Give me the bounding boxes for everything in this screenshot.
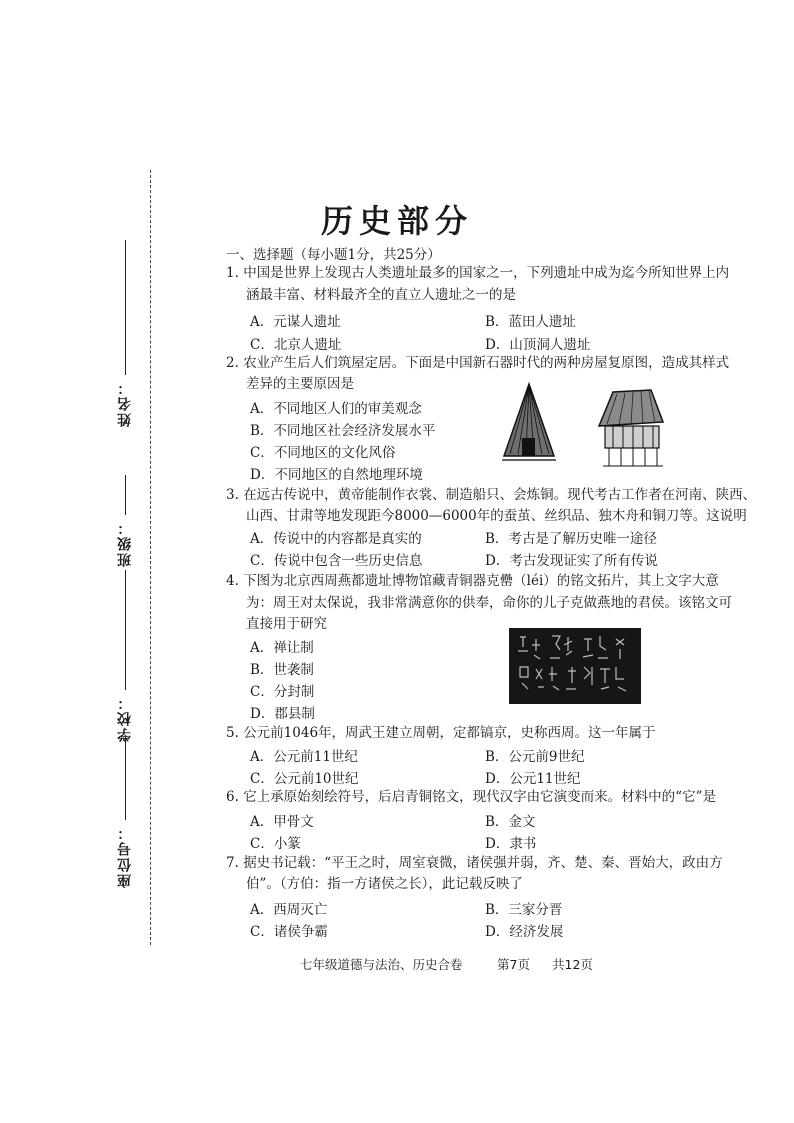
q5-option-c[interactable]: C．公元前10世纪 (250, 771, 359, 787)
q4-option-c[interactable]: C．分封制 (250, 684, 315, 700)
q1-option-a[interactable]: A．元谋人遗址 (250, 314, 341, 330)
q2-option-b[interactable]: B．不同地区社会经济发展水平 (250, 423, 436, 439)
school-field-line[interactable] (125, 570, 126, 690)
seat-field[interactable] (112, 735, 138, 888)
seat-field-line[interactable] (125, 735, 126, 820)
question-text: 公元前1046年，周武王建立周朝，定都镐京，史称西周。这一年属于 (243, 725, 656, 741)
question-4-line3: 直接用于研究 (246, 616, 327, 632)
q3-option-d[interactable]: D．考古发现证实了所有传说 (485, 553, 658, 569)
name-field-label: 姓名： (117, 379, 133, 427)
question-2 (226, 352, 729, 374)
question-text: 它上承原始刻绘符号，后启青铜铭文，现代汉字由它演变而来。材料中的“它”是 (243, 789, 716, 805)
question-text: 农业产生后人们筑屋定居。下面是中国新石器时代的两种房屋复原图，造成其样式 (243, 355, 730, 371)
q7-option-a[interactable]: A．西周灭亡 (250, 902, 328, 918)
section-heading: 一、选择题（每小题1分，共25分） (226, 247, 441, 263)
stilt-house-illustration (593, 386, 667, 470)
footer-subject: 七年级道德与法治、历史合卷 (300, 957, 463, 972)
q6-option-d[interactable]: D．隶书 (485, 836, 537, 852)
question-text: 下图为北京西周燕都遗址博物馆藏青铜器克罍（léi）的铭文拓片，其上文字大意 (243, 573, 719, 589)
footer-total: 共12页 (552, 957, 593, 972)
thatched-hut-illustration (498, 380, 560, 478)
question-7 (226, 852, 723, 874)
name-field-line[interactable] (125, 240, 126, 375)
q1-option-d[interactable]: D．山顶洞人遗址 (485, 337, 591, 353)
q7-option-c[interactable]: C．诸侯争霸 (250, 924, 328, 940)
question-5 (226, 722, 656, 744)
question-number: 1. (226, 265, 239, 281)
question-text: 据史书记载：“平王之时，周室衰微，诸侯强并弱，齐、楚、秦、晋始大，政由方 (243, 855, 723, 871)
question-number: 3. (226, 487, 239, 503)
question-text: 在远古传说中，黄帝能制作衣裳、制造船只、会炼铜。现代考古工作者在河南、陕西、 (243, 487, 757, 503)
question-3 (226, 484, 756, 506)
q7-option-b[interactable]: B．三家分晋 (485, 902, 563, 918)
question-text: 中国是世界上发现古人类遗址最多的国家之一，下列遗址中成为迄今所知世界上内 (243, 265, 730, 281)
q2-option-a[interactable]: A．不同地区人们的审美观念 (250, 401, 422, 417)
question-6 (226, 786, 716, 808)
question-4 (226, 570, 719, 592)
q4-option-a[interactable]: A．禅让制 (250, 640, 314, 656)
q1-option-b[interactable]: B．蓝田人遗址 (485, 314, 576, 330)
class-field-label: 班级： (117, 519, 133, 567)
question-4-line2: 为：周王对太保说，我非常满意你的供奉，命你的儿子克做燕地的君侯。该铭文可 (246, 595, 732, 611)
q3-option-a[interactable]: A．传说中的内容都是真实的 (250, 531, 422, 547)
binding-dashed-line (150, 170, 151, 945)
class-field[interactable] (112, 475, 138, 567)
q1-option-c[interactable]: C．北京人遗址 (250, 337, 342, 353)
question-2-line2: 差异的主要原因是 (246, 376, 354, 392)
question-3-line2: 山西、甘肃等地发现距今8000—6000年的蚕茧、丝织品、独木舟和铜刀等。这说明 (246, 508, 747, 524)
question-number: 4. (226, 573, 239, 589)
question-1 (226, 262, 729, 284)
q5-option-a[interactable]: A．公元前11世纪 (250, 749, 358, 765)
question-number: 5. (226, 725, 239, 741)
class-field-line[interactable] (125, 475, 126, 515)
q6-option-a[interactable]: A．甲骨文 (250, 814, 314, 830)
q5-option-b[interactable]: B．公元前9世纪 (485, 749, 585, 765)
q6-option-b[interactable]: B．金文 (485, 814, 536, 830)
inscription-rubbing-image (508, 627, 642, 705)
question-1-line2: 涵最丰富、材料最齐全的直立人遗址之一的是 (246, 287, 516, 303)
seat-field-label: 座位号： (117, 824, 133, 888)
school-field[interactable] (112, 570, 138, 742)
name-field[interactable] (112, 240, 138, 427)
question-number: 7. (226, 855, 239, 871)
question-number: 6. (226, 789, 239, 805)
school-field-label: 学校： (117, 694, 133, 742)
q2-option-c[interactable]: C．不同地区的文化风俗 (250, 445, 396, 461)
question-7-line2: 伯”。（方伯：指一方诸侯之长），此记载反映了 (246, 876, 523, 892)
footer-page: 第7页 (497, 957, 530, 972)
page-title: 历史部分 (320, 202, 473, 240)
q3-option-c[interactable]: C．传说中包含一些历史信息 (250, 553, 423, 569)
q6-option-c[interactable]: C．小篆 (250, 836, 301, 852)
q4-option-b[interactable]: B．世袭制 (250, 662, 314, 678)
question-number: 2. (226, 355, 239, 371)
q5-option-d[interactable]: D．公元11世纪 (485, 771, 581, 787)
q2-option-d[interactable]: D．不同地区的自然地理环境 (250, 467, 423, 483)
q7-option-d[interactable]: D．经济发展 (485, 924, 564, 940)
q4-option-d[interactable]: D．郡县制 (250, 706, 315, 722)
q3-option-b[interactable]: B．考古是了解历史唯一途径 (485, 531, 657, 547)
